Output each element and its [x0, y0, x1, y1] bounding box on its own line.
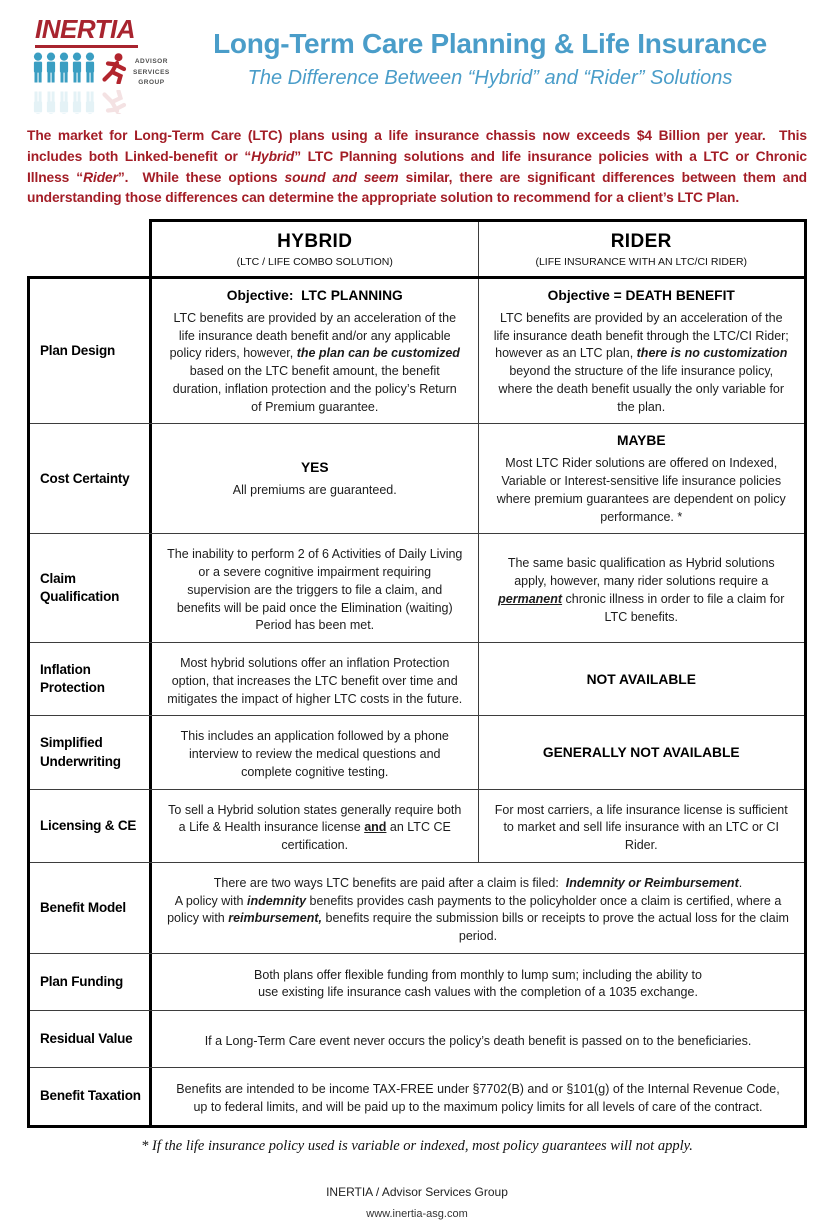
row-label: Inflation Protection	[30, 643, 152, 715]
table-row	[30, 789, 804, 862]
row-label: Cost Certainty	[30, 424, 152, 533]
table-row	[30, 862, 804, 953]
footer-url: www.inertia-asg.com	[366, 1207, 468, 1220]
row-label: Claim Qualification	[30, 534, 152, 642]
running-person-icon	[105, 53, 125, 83]
hybrid-cell	[152, 716, 479, 788]
text-segment: .	[738, 875, 743, 890]
cell-text	[494, 310, 790, 417]
page-title: Long-Term Care Planning & Life Insurance	[213, 28, 767, 59]
hybrid-cell	[152, 279, 479, 424]
text-segment: The same basic qualification as Hybrid solutions apply, however, many rider solutions require a	[507, 556, 775, 589]
logo-figures-row	[33, 52, 173, 89]
text-segment: A policy with	[174, 893, 247, 908]
cell-text	[167, 310, 463, 417]
text-segment: Most hybrid solutions offer an inflation Protection option, that increases the LTC benefit over time and mitigates the impact of higher LTC costs in the future.	[167, 656, 463, 706]
text-segment: the plan can be customized	[296, 346, 460, 361]
cell-heading: Objective = DEATH BENEFIT	[547, 287, 735, 303]
table-body	[27, 276, 807, 1128]
cell-text	[233, 482, 397, 500]
table-row	[30, 953, 804, 1010]
row-label: Benefit Model	[30, 863, 152, 953]
hybrid-cell	[152, 790, 479, 862]
cell-text	[205, 1033, 752, 1051]
span-cell	[152, 1011, 804, 1067]
comparison-table	[27, 219, 807, 1128]
table-row	[30, 1067, 804, 1125]
text-segment: Rider	[83, 169, 118, 185]
column-title: RIDER	[610, 230, 672, 252]
text-segment: LTC benefits are provided by an acceleration of the life insurance death benefit and/or any applicable policy riders, however,	[169, 310, 457, 361]
hybrid-cell	[152, 424, 479, 533]
cell-text	[167, 546, 463, 635]
text-segment: Hybrid	[251, 148, 295, 164]
text-segment: To sell a Hybrid solution states generally require both a Life & Health insurance license	[168, 802, 462, 835]
cell-heading: YES	[300, 460, 329, 476]
row-label: Simplified Underwriting	[30, 716, 152, 788]
logo-subtext-line: SERVICES	[133, 68, 170, 76]
span-cell	[152, 954, 804, 1010]
hybrid-cell	[152, 534, 479, 642]
text-segment: The market for Long-Term Care (LTC) plans using a life insurance chassis now exceeds $4 Billion per year. This includes both Linked-benefit or “	[27, 128, 807, 164]
intro-paragraph	[27, 126, 807, 209]
text-segment: and	[364, 820, 387, 835]
text-segment: All premiums are guaranteed.	[232, 483, 397, 498]
hybrid-cell	[152, 643, 479, 715]
text-segment: ” LTC Planning solutions and life insurance policies with a LTC or Chronic Illness “	[27, 148, 807, 185]
span-cell	[152, 1068, 804, 1125]
text-segment: The inability to perform 2 of 6 Activities of Daily Living or a severe cognitive impairment requiring supervision are the triggers to file a claim, and benefits will be paid once the Elimination (waiting) Period has been met.	[167, 547, 463, 633]
cell-text	[494, 802, 790, 855]
column-header-rider	[478, 222, 805, 276]
logo-wordmark: INERTIA	[35, 16, 138, 48]
row-label: Benefit Taxation	[30, 1068, 152, 1125]
text-segment: permanent	[498, 591, 563, 606]
cell-text	[254, 967, 702, 1003]
text-segment: Both plans offer flexible funding from monthly to lump sum; including the ability to	[254, 967, 702, 982]
text-segment: sound and seem	[284, 169, 399, 185]
text-segment: Most LTC Rider solutions are offered on Indexed, Variable or Interest-sensitive life insurance policies where premium guarantees are dependent on policy performance. *	[496, 456, 786, 524]
text-segment: Indemnity or Reimbursement	[565, 875, 739, 890]
footer-company: INERTIA / Advisor Services Group	[326, 1184, 508, 1199]
table-header	[149, 219, 807, 276]
rider-cell	[479, 716, 805, 788]
text-segment: an LTC CE certification.	[281, 820, 451, 853]
row-label: Residual Value	[30, 1011, 152, 1067]
cell-heading: Objective: LTC PLANNING	[226, 287, 403, 303]
row-label: Licensing & CE	[30, 790, 152, 862]
text-segment: based on the LTC benefit amount, the benefit duration, inflation protection and the policy’s Return of Premium guarantee.	[172, 364, 457, 414]
text-segment: If a Long-Term Care event never occurs the policy’s death benefit is passed on to the beneficiaries.	[204, 1033, 752, 1048]
text-segment: indemnity	[246, 893, 307, 908]
text-segment: benefits provides cash payments to the policyholder once a claim is certified, where a policy with	[167, 893, 782, 926]
table-row	[30, 279, 804, 424]
table-row	[30, 423, 804, 533]
cell-text	[494, 555, 790, 626]
header	[0, 0, 834, 114]
text-segment: up to federal limits, and will be paid up to the maximum policy limits for all levels of care of the contract.	[193, 1099, 763, 1114]
rider-cell	[479, 279, 805, 424]
table-row	[30, 715, 804, 788]
text-segment: ”. While these options	[117, 169, 285, 185]
column-header-hybrid	[152, 222, 478, 276]
text-segment: benefits require the submission bills or receipts to prove the actual loss for the claim period.	[322, 911, 789, 944]
column-subtitle: (LIFE INSURANCE WITH AN LTC/CI RIDER)	[535, 255, 748, 268]
logo-people-icons	[33, 52, 129, 84]
text-segment: there is no customization	[636, 346, 788, 361]
logo-subtext	[133, 52, 170, 89]
table-row	[30, 533, 804, 642]
text-segment: Benefits are intended to be income TAX-FREE under §7702(B) and or §101(g) of the Internal Revenue Code,	[176, 1082, 780, 1097]
text-segment: reimbursement,	[228, 911, 323, 926]
row-label: Plan Design	[30, 279, 152, 424]
text-segment: This includes an application followed by a phone interview to review the medical questions and complete cognitive testing.	[180, 729, 449, 779]
span-cell	[152, 863, 804, 953]
rider-cell	[479, 643, 805, 715]
text-segment: For most carriers, a life insurance license is sufficient to market and sell life insurance with an LTC or CI Rider.	[494, 802, 788, 853]
cell-text	[167, 655, 463, 708]
rider-cell	[479, 534, 805, 642]
table-row	[30, 642, 804, 715]
cell-text	[176, 1081, 779, 1117]
cell-text	[167, 802, 463, 855]
cell-heading: GENERALLY NOT AVAILABLE	[542, 745, 740, 761]
page-subtitle: The Difference Between “Hybrid” and “Rider” Solutions	[247, 67, 733, 89]
text-segment: There are two ways LTC benefits are paid after a claim is filed:	[213, 875, 566, 890]
rider-cell	[479, 790, 805, 862]
footnote: * If the life insurance policy used is variable or indexed, most policy guarantees will not apply.	[141, 1137, 693, 1154]
title-block	[173, 16, 807, 114]
cell-text	[167, 728, 463, 781]
logo-subtext-line: ADVISOR	[134, 58, 168, 65]
text-segment: beyond the structure of the life insurance policy, where the death benefit usually the only variable for the plan.	[498, 364, 785, 414]
cell-heading: MAYBE	[616, 433, 666, 449]
cell-text	[167, 875, 789, 946]
logo-reflection	[33, 90, 129, 114]
table-row	[30, 1010, 804, 1067]
column-title: HYBRID	[277, 230, 353, 252]
footer	[0, 1185, 834, 1220]
inertia-logo	[33, 16, 173, 114]
logo-subtext-line: GROUP	[138, 79, 165, 87]
standing-person-icon	[34, 53, 94, 83]
rider-cell	[479, 424, 805, 533]
row-label: Plan Funding	[30, 954, 152, 1010]
column-subtitle: (LTC / LIFE COMBO SOLUTION)	[236, 255, 393, 268]
text-segment: chronic illness in order to file a claim for LTC benefits.	[562, 591, 785, 624]
text-segment: LTC benefits are provided by an acceleration of the life insurance death benefit through the LTC/CI Rider; however as an LTC plan,	[493, 310, 789, 361]
text-segment: use existing life insurance cash values with the completion of a 1035 exchange.	[258, 985, 698, 1000]
cell-heading: NOT AVAILABLE	[586, 671, 696, 687]
cell-text	[494, 455, 790, 526]
text-segment: similar, there are significant differences between them and understanding those differences can determine the appropriate solution to recommend for a client’s LTC Plan.	[27, 169, 807, 206]
